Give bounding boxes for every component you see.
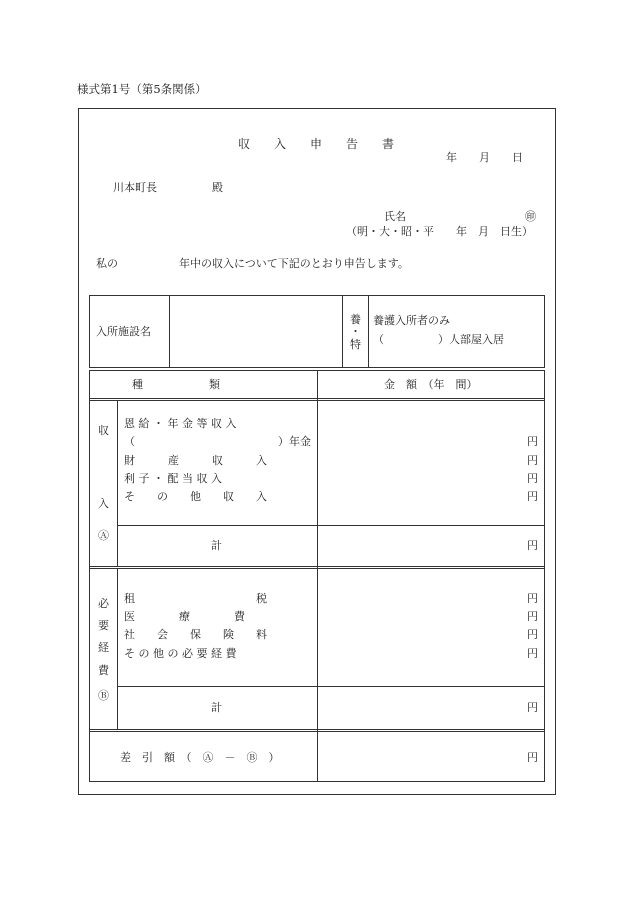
divider [89, 729, 545, 730]
income-item: 財 産 収 入 [124, 454, 267, 467]
declaration-text: 年中の収入について下記のとおり申告します。 [179, 257, 409, 270]
expense-item: 医 療 費 [124, 610, 245, 623]
expense-label: 経 [98, 641, 109, 654]
yen-unit: 円 [527, 472, 538, 485]
divider [89, 731, 545, 732]
facility-label: 入所施設名 [96, 325, 151, 338]
income-label-1: 収 [98, 424, 109, 437]
divider [169, 295, 170, 368]
yen-unit: 円 [527, 592, 538, 605]
facility-type-dot: ・ [350, 325, 361, 338]
room-count-field[interactable] [386, 332, 436, 346]
divider [89, 398, 545, 399]
income-item: （ ）年金 [124, 435, 311, 448]
room-close: ）人部屋入居 [438, 333, 504, 346]
addressee: 川本町長 殿 [113, 181, 223, 194]
expense-item: 租 税 [124, 592, 267, 605]
income-subtotal-label: 計 [211, 539, 222, 552]
yen-unit: 円 [527, 647, 538, 660]
income-item: 利 子 ・ 配 当 収 入 [124, 472, 222, 485]
expense-subtotal-label: 計 [211, 701, 222, 714]
divider [89, 566, 545, 567]
seal-icon: ㊞ [525, 210, 536, 223]
yen-unit: 円 [527, 435, 538, 448]
expense-label: 費 [98, 664, 109, 677]
column-amount-header: 金 額 （年 間） [384, 378, 478, 391]
form-title: 収 入 申 告 書 [238, 137, 395, 151]
divider [117, 525, 118, 567]
yen-unit: 円 [527, 628, 538, 641]
facility-name-field[interactable] [171, 297, 340, 366]
income-item: そ の 他 収 入 [124, 490, 267, 503]
facility-type-bottom: 特 [350, 338, 361, 351]
expense-label: 必 [98, 597, 109, 610]
birth-era: （明・大・昭・平 年 月 日生） [346, 225, 533, 238]
income-item: 恩 給 ・ 年 金 等 収 入 [124, 417, 237, 430]
expense-item: 社 会 保 険 料 [124, 628, 267, 641]
divider [368, 295, 369, 368]
name-label: 氏名 [384, 210, 406, 223]
income-label-2: 入 [98, 497, 109, 510]
declaration-prefix: 私の [96, 257, 118, 270]
yen-unit: 円 [527, 539, 538, 552]
date-field: 年 月 日 [446, 151, 523, 164]
form-number: 様式第1号（第5条関係） [77, 82, 207, 96]
divider [317, 370, 318, 782]
room-open: （ [373, 333, 384, 346]
yen-unit: 円 [527, 751, 538, 764]
facility-type-top: 養 [350, 313, 361, 326]
expense-label: 要 [98, 619, 109, 632]
divider [342, 295, 343, 368]
divider [117, 686, 545, 687]
divider [117, 400, 118, 525]
expense-item: そ の 他 の 必 要 経 費 [124, 647, 237, 660]
expense-mark: Ⓑ [98, 689, 109, 702]
divider [89, 400, 545, 401]
divider [117, 525, 545, 526]
yen-unit: 円 [527, 454, 538, 467]
column-type-header: 種 類 [132, 378, 220, 391]
yen-unit: 円 [527, 610, 538, 623]
nursing-only-label: 養護入所者のみ [373, 314, 450, 327]
yen-unit: 円 [527, 490, 538, 503]
divider [117, 568, 118, 730]
yen-unit: 円 [527, 701, 538, 714]
difference-label: 差 引 額 （ Ⓐ － Ⓑ ） [120, 751, 280, 764]
income-mark: Ⓐ [98, 529, 109, 542]
divider [89, 568, 545, 569]
